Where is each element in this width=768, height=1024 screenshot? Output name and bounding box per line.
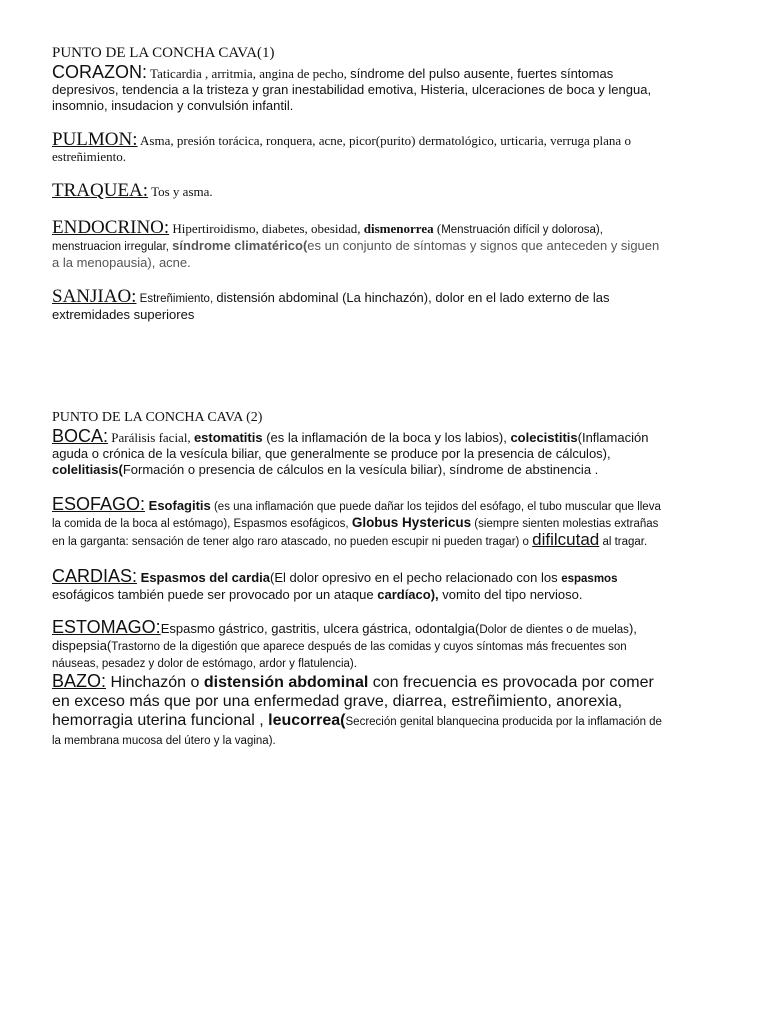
pulmon-paragraph — [52, 129, 667, 165]
endocrino-bold-2: síndrome climatérico( — [172, 238, 308, 253]
section1-title: PUNTO DE LA CONCHA CAVA(1) — [52, 45, 275, 61]
bazo-small-1: Secreción genital blanquecina producida por la inflamación de la membrana mucosa del útero y la vagina). — [52, 716, 662, 747]
corazon-keyword: CORAZON: — [52, 62, 148, 82]
traquea-paragraph — [52, 180, 667, 201]
boca-text-3: (Inflamación aguda o crónica de la vesícula biliar, que generalmente se produce por la presencia de cálculos), — [52, 430, 649, 461]
pulmon-keyword: PULMON: — [52, 129, 138, 150]
corazon-text-2: síndrome del pulso ausente, fuertes síntomas depresivos, tendencia a la tristeza y gran inestabilidad emotiva, Histeria, ulceraciones de boca y lengua, insomnio, insudacion y convulsión infantil. — [52, 66, 652, 113]
traquea-keyword: TRAQUEA: — [52, 180, 149, 201]
boca-text-2: (es la inflamación de la boca y los labios), — [262, 430, 511, 445]
cardias-text-1: (El dolor opresivo en el pecho relacionado con los — [269, 570, 562, 585]
sanjiao-text-1: Estreñimiento, — [136, 293, 217, 305]
esofago-small-2: (siempre sienten molestias extrañas en la garganta: sensación de tener algo raro atascado, no pueden escupir ni pueden tragar) o — [52, 518, 659, 548]
bazo-bold-2: leucorrea( — [268, 712, 346, 729]
estomago-text-1: Espasmo gástrico, gastritis, ulcera gástrica, odontalgia( — [160, 621, 480, 636]
esofago-small-3: al tragar. — [599, 536, 648, 548]
cardias-bold-3: cardíaco), — [377, 587, 439, 602]
boca-paragraph — [52, 428, 667, 478]
traquea-text: Tos y asma. — [148, 184, 213, 199]
corazon-text-1: Taticardia , arritmia, angina de pecho, — [147, 66, 351, 81]
bazo-text-2: con frecuencia es provocada por comer en exceso más que por una enfermedad grave, diarrea, estreñimiento, anorexia, hemorragia uterina funcional , — [52, 674, 654, 729]
endocrino-text-2: ( — [433, 221, 442, 236]
esofago-underlined-word: difilcutad — [532, 530, 600, 549]
esofago-bold-1: Esofagitis — [145, 498, 211, 513]
corazon-paragraph — [52, 64, 667, 114]
bazo-text-1: Hinchazón o — [106, 674, 204, 691]
cardias-keyword: CARDIAS: — [52, 566, 138, 586]
endocrino-paragraph — [52, 217, 667, 271]
estomago-text-2: ), dispepsia( — [52, 621, 637, 653]
endocrino-keyword: ENDOCRINO: — [52, 217, 170, 238]
document-page — [52, 44, 667, 749]
cardias-bold-1: Espasmos del cardia — [137, 570, 270, 585]
estomago-keyword: ESTOMAGO: — [52, 617, 161, 637]
esofago-keyword: ESOFAGO: — [52, 494, 146, 514]
endocrino-small-1: Menstruación difícil y dolorosa — [441, 224, 596, 236]
cardias-text-3: vomito del tipo nervioso. — [438, 587, 583, 602]
endocrino-bold-1: dismenorrea — [363, 221, 434, 236]
pulmon-text: Asma, presión torácica, ronquera, acne, picor(purito) dermatológico, urticaria, verruga plana o estreñimiento. — [52, 133, 631, 164]
boca-keyword: BOCA: — [52, 426, 109, 446]
estomago-small-1: Dolor de dientes o de muelas — [479, 624, 629, 636]
bazo-paragraph — [52, 672, 667, 749]
cardias-text-2: esofágicos también puede ser provocado por un ataque — [52, 587, 378, 602]
esofago-paragraph — [52, 496, 667, 550]
boca-bold-2: colecistitis — [510, 430, 578, 445]
cardias-bold-2: espasmos — [561, 573, 618, 585]
bazo-bold-1: distensión abdominal — [203, 674, 369, 691]
boca-text-1: Parálisis facial, — [108, 430, 194, 445]
sanjiao-text-2: distensión abdominal (La hinchazón), dolor en el lado externo de las extremidades superiores — [52, 290, 610, 322]
sanjiao-paragraph — [52, 286, 667, 323]
endocrino-text-1: Hipertiroidismo, diabetes, obesidad, — [169, 221, 364, 236]
esofago-small-1: (es una inflamación que puede dañar los tejidos del esófago, el tubo muscular que lleva la comida de la boca al estómago), Espasmos esofágicos, — [52, 501, 661, 530]
esofago-bold-2: Globus Hystericus — [351, 515, 472, 530]
boca-bold-3: colelitiasis( — [52, 462, 123, 477]
cardias-paragraph — [52, 568, 667, 603]
sanjiao-keyword: SANJIAO: — [52, 286, 137, 307]
boca-bold-1: estomatitis — [193, 430, 263, 445]
estomago-paragraph — [52, 619, 667, 672]
endocrino-text-3: ), menstruacion irregular, — [52, 224, 603, 253]
endocrino-gray-text: es un conjunto de síntomas y signos que anteceden y siguen a la menopausia), acne. — [52, 238, 660, 270]
bazo-keyword: BAZO: — [52, 671, 107, 691]
boca-text-4: Formación o presencia de cálculos en la vesícula biliar), síndrome de abstinencia . — [122, 462, 599, 477]
section2-title: PUNTO DE LA CONCHA CAVA (2) — [52, 410, 263, 425]
estomago-small-2: Trastorno de la digestión que aparece después de las comidas y cuyos síntomas más frecuentes son náuseas, pesadez y dolor de estómago, ardor y flatulencia). — [52, 641, 627, 670]
